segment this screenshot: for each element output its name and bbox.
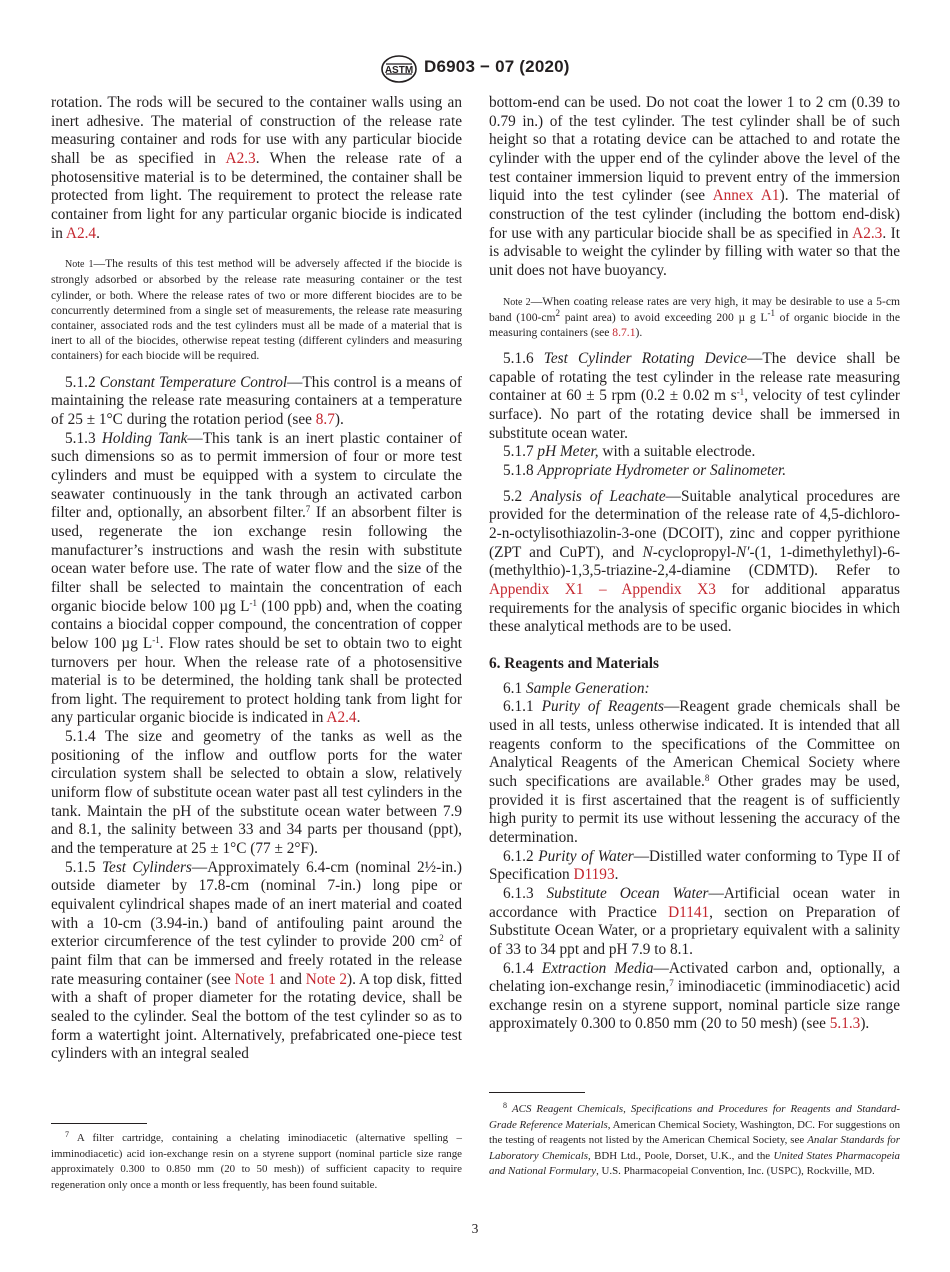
link-a2-4-b[interactable]: A2.4 xyxy=(326,709,357,727)
link-8-7-1[interactable]: 8.7.1 xyxy=(612,325,636,339)
section-6-1-4: 6.1.4 Extraction Media—Activated carbon and, optionally, a chelating ion-exchange resin,$^7$ iminodiacetic (imminodiacetic) acid exchange resin on a styrene support, nominal particle size range approximately 0.300 to 0.850 mm (20 to 50 mesh) (see 5.1.3). xyxy=(489,959,900,1033)
page-number: 3 xyxy=(471,1221,479,1236)
section-5-2: 5.2 Analysis of Leachate—Suitable analytical procedures are provided for the determination of the release rate of 4,5-dichloro-2-n-octylisothiazolin-3-one (DCOIT), zinc and copper pyrithione (ZPT and CuPT), and N-cyclopropyl-N′-(1, 1-dimethylethyl)-6-(methylthio)-1,3,5-triazine-2,4-diamine (CDMTD). Refer to Appendix X1 – Appendix X3 for additional apparatus requirements for the analysis of specific organic biocides in which these analytical methods are to be used. xyxy=(489,487,901,636)
section-5-1-5: 5.1.5 Test Cylinders—Approximately 6.4-cm (nominal 2½-in.) outside diameter by 17.8-cm (nominal 7-in.) long pipe or equivalent cylindrical shapes made of an inert material and coated with a 10-cm (3.94-in.) band of antifouling paint around the exterior circumference of the test cylinder to provide 200 $cm^2$ of paint film that can be immersed and freely rotated in the release rate measuring container (see Note 1 and Note 2). A top disk, fitted with a shaft of proper diameter for the rotating device, shall be sealed to the cylinder. Seal the bottom of the test cylinder so as to form a watertight joint. Alternatively, prefabricated one-piece test cylinders with an integral sealed xyxy=(51,858,463,1063)
link-note-1[interactable]: Note 1 xyxy=(234,970,276,988)
page-header xyxy=(0,56,950,84)
section-5-1-8: 5.1.8 Appropriate Hydrometer or Salinometer. xyxy=(503,462,787,480)
link-a2-3[interactable]: A2.3 xyxy=(225,149,256,167)
paragraph-continuation: rotation. The rods will be secured to the container walls using an inert adhesive. The material of construction of the release rate measuring container and rods for use with any particular biocide shall be as specified in A2.3. When the release rate of a photosensitive material is to be determined, the container shall be protected from light. The requirement to protect the release rate container from light for any particular organic biocide is indicated in A2.4. xyxy=(51,94,462,242)
link-5-1-3[interactable]: 5.1.3 xyxy=(829,1015,861,1033)
section-5-1-4: 5.1.4 The size and geometry of the tanks as well as the positioning of the inflow and outflow ports for the water circulation system shall be selected to obtain a slow, relatively uniform flow of substitute ocean water past all test cylinders in the tank. Maintain the pH of the substitute ocean water between 7.9 and 8.1, the salinity between 33 and 34 parts per thousand (ppt), and the temperature at 25 ± 1°C (77 ± 2°F). xyxy=(51,728,462,858)
right-column xyxy=(489,94,900,1034)
link-8-7[interactable]: 8.7 xyxy=(315,410,335,428)
link-note-2[interactable]: Note 2 xyxy=(305,970,348,988)
note-2: Note 2—When coating release rates are very high, it may be desirable to use a 5-cm band ($100-cm^2$ paint area) to avoid exceeding 200 µ g $L^{-1}$ of organic biocide in the measuring containers (see 8.7.1). xyxy=(489,294,901,339)
section-6-1-3: 6.1.3 Substitute Ocean Water—Artificial ocean water in accordance with Practice D1141, section on Preparation of Substitute Ocean Water, or a proprietary equivalent with a salinity of 33 to 34 ppt and pH 7.9 to 8.1. xyxy=(489,884,901,958)
paragraph-continuation-right: bottom-end can be used. Do not coat the lower 1 to 2 cm (0.39 to 0.79 in.) of the test cylinder. The test cylinder shall be of such height so that a rotating device can be attached to and rotate the cylinder with the upper end of the cylinder above the level of the test container immersion liquid to prevent entry of the immersion liquid into the test cylinder (see Annex A1). The material of construction of the test cylinder (including the bottom end-disk) for use with any particular biocide shall be as specified in A2.3. It is advisable to weight the cylinder by filling with water so that the unit does not have buoyancy. xyxy=(489,94,900,279)
section-5-1-7: 5.1.7 pH Meter, with a suitable electrode. xyxy=(503,443,756,461)
footnote-divider xyxy=(51,1123,147,1124)
left-column xyxy=(51,94,462,1064)
section-6-1-1: 6.1.1 Purity of Reagents—Reagent grade chemicals shall be used in all tests, unless otherwise indicated. It is intended that all reagents conform to the specifications of the Committee on Analytical Reagents of the American Chemical Society where such specifications are available.$^8$ Other grades may be used, provided it is first ascertained that the reagent is of sufficiently high purity to permit its use without lessening the accuracy of the determination. xyxy=(489,698,900,846)
footnote-ref-7: 7 xyxy=(305,504,311,515)
link-appendix-x1-x3[interactable]: Appendix X1 – Appendix X3 xyxy=(489,581,716,599)
footnote-ref-8: 8 xyxy=(704,772,710,783)
link-d1141[interactable]: D1141 xyxy=(668,903,710,921)
astm-logo-icon xyxy=(380,54,418,84)
note-label: Note 1 xyxy=(65,259,94,271)
footnote-8: $^8$ ACS Reagent Chemicals, Specifications and Procedures for Reagents and Standard-Grade Reference Materials, American Chemical Society, Washington, DC. For suggestions on the testing of reagents not listed by the American Chemical Society, see Analar Standards for Laboratory Chemicals, BDH Ltd., Poole, Dorset, U.K., and the United States Pharmacopeia and National Formulary, U.S. Pharmacopeial Convention, Inc. (USPC), Rockville, MD. xyxy=(489,1101,901,1178)
footnote-ref-7-b: 7 xyxy=(669,978,674,989)
section-6-1: 6.1 Sample Generation: xyxy=(503,679,650,697)
footnote-divider-right xyxy=(489,1092,585,1093)
section-5-1-2: 5.1.2 Constant Temperature Control—This control is a means of maintaining the release rate measuring containers at a temperature of 25 ± 1°C during the rotation period (see 8.7). xyxy=(51,373,463,428)
svg-text:ASTM: ASTM xyxy=(384,65,414,76)
note-label: Note 2 xyxy=(503,296,531,308)
footnote-7: $^7$ A filter cartridge, containing a chelating iminodiacetic (alternative spelling – imminodiacetic) acid ion-exchange resin on a styrene support (nominal particle size range approximately 0.300 to 0.850 mm (20 to 50 mesh)) of sufficient capacity to require regeneration only once a month or less frequently, has been found suitable. xyxy=(51,1130,462,1191)
link-annex-a1[interactable]: Annex A1 xyxy=(712,187,780,205)
link-d1193[interactable]: D1193 xyxy=(573,866,615,884)
section-6-1-2: 6.1.2 Purity of Water—Distilled water conforming to Type II of Specification D1193. xyxy=(489,847,900,884)
section-5-1-3: 5.1.3 Holding Tank—This tank is an inert plastic container of such dimensions so as to permit immersion of four or more test cylinders and must be equipped with a system to circulate the seawater continuously in the tank through an activated carbon filter and, optionally, an absorbent filter.$^7$ If an absorbent filter is used, regenerate the ion exchange resin following the manufacturer’s instructions and wash the resin with substitute ocean water before use. The rate of water flow and the size of the filter shall be selected to maintain the concentration of each organic biocide below 100 µg $L^{-1}$ (100 ppb) and, when the coating contains a biocidal copper compound, the concentration of copper below 100 µg $L^{-1}$. Flow rates should be set to obtain two to eight turnovers per hour. When the release rate of a photosensitive material is to be determined, the holding tank shall be protected from light. The requirement to protect holding tank from light for any particular organic biocide is indicated in A2.4. xyxy=(51,429,463,727)
section-heading-6: 6. Reagents and Materials xyxy=(489,655,659,673)
section-5-1-6: 5.1.6 Test Cylinder Rotating Device—The device shall be capable of rotating the test cylinder in the release rate measuring container at 60 ± 5 rpm (0.2 ± 0.02 m $s^{-1}$, velocity of test cylinder surface). No part of the rotating device shall be immersed in substitute ocean water. xyxy=(489,350,900,442)
link-a2-4[interactable]: A2.4 xyxy=(65,224,97,242)
note-1: Note 1—The results of this test method will be adversely affected if the biocide is strongly adsorbed or absorbed by the release rate measuring container or the test cylinder, or both. Where the release rates of two or more different biocides are to be concurrently determined from a single set of measurements, the release rate measuring container, associated rods and the test cylinders must all be made of a material that is inert to all of the biocides, otherwise repeat testing (different cylinders and measuring containers) for each biocide will be required. xyxy=(51,257,462,363)
document-designation: D6903 − 07 (2020) xyxy=(424,57,570,76)
link-a2-3-b[interactable]: A2.3 xyxy=(852,224,883,242)
